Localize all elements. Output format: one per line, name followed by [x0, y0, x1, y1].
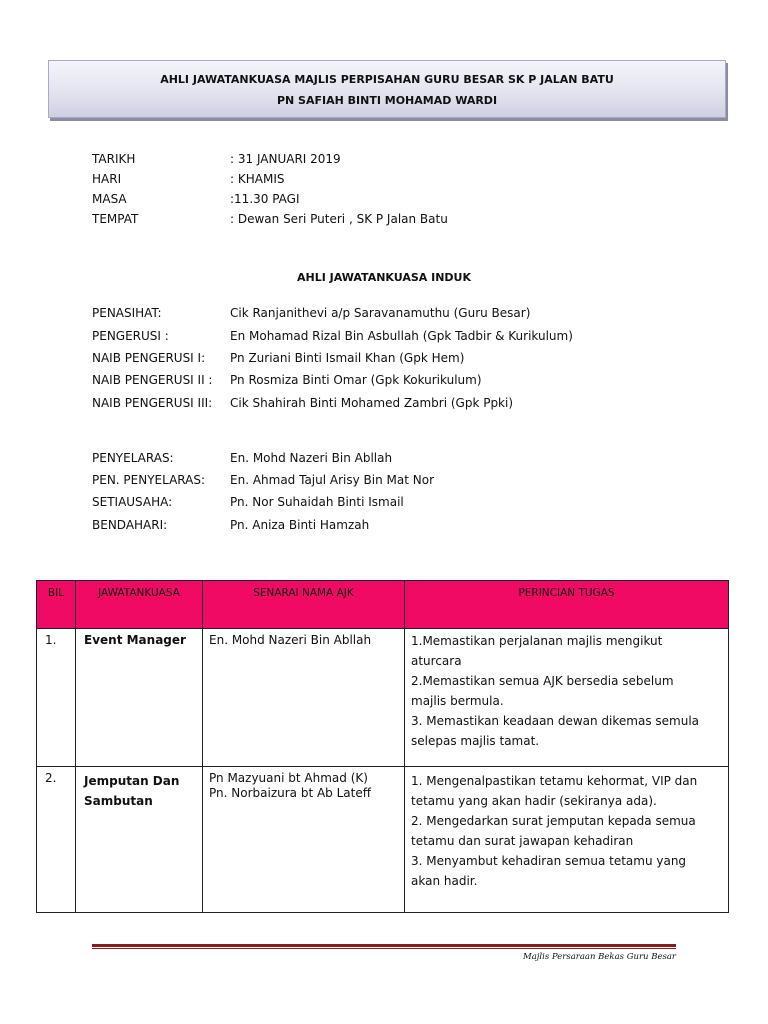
header-bil: BIL	[37, 581, 76, 629]
table-row	[37, 767, 729, 913]
committee-member: Pn Zuriani Binti Ismail Khan (Gpk Hem)	[230, 351, 465, 365]
member-name: En. Mohd Nazeri Bin Abllah	[209, 633, 372, 647]
member-name: Pn. Norbaizura bt Ab Lateff	[209, 786, 371, 800]
info-value: : KHAMIS	[230, 172, 285, 186]
committee-role: NAIB PENGERUSI II :	[92, 373, 213, 387]
info-label: TEMPAT	[92, 212, 139, 226]
committee-member: Cik Shahirah Binti Mohamed Zambri (Gpk Ppki)	[230, 396, 514, 410]
duty-line: tetamu dan surat jawapan kehadiran	[411, 834, 634, 848]
duty-line: 3. Menyambut kehadiran semua tetamu yang	[411, 854, 687, 868]
cell-committee	[76, 629, 203, 767]
footer-caption: Majlis Persaraan Bekas Guru Besar	[523, 952, 676, 962]
committee-member: En Mohamad Rizal Bin Asbullah (Gpk Tadbir & Kurikulum)	[230, 329, 573, 343]
header-committee: JAWATANKUASA	[76, 581, 203, 629]
info-label: TARIKH	[92, 152, 136, 166]
staff-role: SETIAUSAHA:	[92, 495, 173, 509]
committee-role: PENGERUSI :	[92, 329, 169, 343]
cell-names	[203, 629, 405, 767]
committee-name: Event Manager	[84, 633, 186, 647]
staff-role: BENDAHARI:	[92, 518, 168, 532]
committee-role: NAIB PENGERUSI I:	[92, 351, 206, 365]
duty-line: 1. Mengenalpastikan tetamu kehormat, VIP dan	[411, 774, 698, 788]
committee-member: Pn Rosmiza Binti Omar (Gpk Kokurikulum)	[230, 373, 482, 387]
staff-member: Pn. Aniza Binti Hamzah	[230, 518, 370, 532]
committee-name: Jemputan Dan	[84, 774, 180, 788]
info-value: :11.30 PAGI	[230, 192, 300, 206]
document-title-box	[48, 60, 726, 118]
table-header-row	[37, 581, 729, 629]
cell-duties	[405, 767, 729, 913]
cell-committee	[76, 767, 203, 913]
committee-heading: AHLI JAWATANKUASA INDUK	[296, 271, 472, 284]
title-line-2: PN SAFIAH BINTI MOHAMAD WARDI	[276, 94, 498, 107]
staff-role: PEN. PENYELARAS:	[92, 473, 206, 487]
member-name: Pn Mazyuani bt Ahmad (K)	[209, 771, 368, 785]
duty-line: aturcara	[411, 654, 462, 668]
cell-bil	[37, 629, 76, 767]
info-value: : 31 JANUARI 2019	[230, 152, 341, 166]
info-label: MASA	[92, 192, 127, 206]
staff-member: Pn. Nor Suhaidah Binti Ismail	[230, 495, 404, 509]
cell-names	[203, 767, 405, 913]
title-line-1: AHLI JAWATANKUASA MAJLIS PERPISAHAN GURU BESAR SK P JALAN BATU	[160, 73, 614, 86]
header-names: SENARAI NAMA AJK	[203, 581, 405, 629]
info-label: HARI	[92, 172, 122, 186]
duty-line: 1.Memastikan perjalanan majlis mengikut	[411, 634, 663, 648]
committee-role: NAIB PENGERUSI III:	[92, 396, 213, 410]
committee-member: Cik Ranjanithevi a/p Saravanamuthu (Guru Besar)	[230, 306, 531, 320]
duty-line: 2.Memastikan semua AJK bersedia sebelum	[411, 674, 674, 688]
duty-line: akan hadir.	[411, 874, 478, 888]
row-number: 2.	[45, 771, 57, 785]
duty-line: selepas majlis tamat.	[411, 734, 540, 748]
staff-role: PENYELARAS:	[92, 451, 174, 465]
footer-divider-thin	[92, 948, 676, 949]
footer-divider	[92, 944, 676, 947]
staff-member: En. Ahmad Tajul Arisy Bin Mat Nor	[230, 473, 434, 487]
staff-member: En. Mohd Nazeri Bin Abllah	[230, 451, 393, 465]
duty-table	[36, 580, 729, 913]
row-number: 1.	[45, 633, 57, 647]
duty-line: majlis bermula.	[411, 694, 504, 708]
duty-line: 3. Memastikan keadaan dewan dikemas semula	[411, 714, 700, 728]
committee-name-cont: Sambutan	[84, 794, 153, 808]
cell-duties	[405, 629, 729, 767]
cell-bil	[37, 767, 76, 913]
table-row	[37, 629, 729, 767]
info-value: : Dewan Seri Puteri , SK P Jalan Batu	[230, 212, 448, 226]
duty-line: 2. Mengedarkan surat jemputan kepada semua	[411, 814, 696, 828]
duty-line: tetamu yang akan hadir (sekiranya ada).	[411, 794, 657, 808]
committee-role: PENASIHAT:	[92, 306, 162, 320]
header-duties: PERINCIAN TUGAS	[405, 581, 729, 629]
